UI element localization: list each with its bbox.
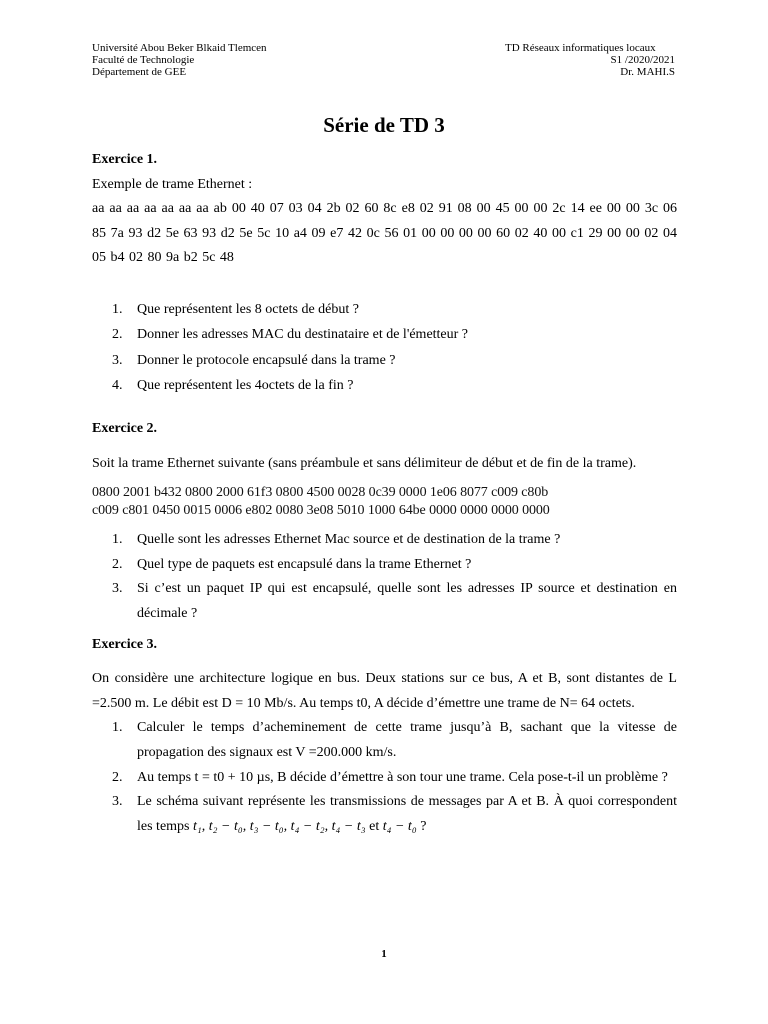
frame-line: c009 c801 0450 0015 0006 e802 0080 3e08 5010 1000 64be 0000 0000 0000 0000 [92,503,550,519]
list-item: 2. Donner les adresses MAC du destinataire et de l'émetteur ? [112,327,469,343]
exercise-2-intro: Soit la trame Ethernet suivante (sans préambule et sans délimiteur de début et de fin de la trame). [92,455,637,471]
list-item: 1. Quelle sont les adresses Ethernet Mac source et de destination de la trame ? [112,532,561,548]
teacher-name: Dr. MAHI.S [620,66,675,78]
frame-line: 0800 2001 b432 0800 2000 61f3 0800 4500 0028 0c39 0000 1e06 8077 c009 c80b [92,485,549,501]
page-number: 1 [381,948,387,960]
exercise-1-intro: Exemple de trame Ethernet : [92,176,253,192]
list-item: 3. Le schéma suivant représente les transmissions de messages par A et B. À quoi correspondent les temps t₁, t₂ − t₀, t₃ − t₀, t₄ − t₂, t₄ − t₃ et t₄ − t₀ ? [112,794,677,834]
list-item: 1. Que représentent les 8 octets de début ? [112,301,359,317]
list-item: 1. Calculer le temps d’acheminement de cette trame jusqu’à B, sachant que la vitesse de propagation des signaux est V =200.000 km/s. [112,720,677,760]
faculty-name: Faculté de Technologie [92,54,195,66]
header-right [505,42,675,78]
list-item: 3. Si c’est un paquet IP qui est encapsulé, quelle sont les adresses IP source et destination en décimale ? [112,581,677,621]
department-name: Département de GEE [92,66,187,78]
list-item: 3. Donner le protocole encapsulé dans la trame ? [112,352,396,368]
exercise-2-questions [92,528,677,626]
exercise-1-title: Exercice 1. [92,152,158,167]
math-expression: t₁, t₂ − t₀, t₃ − t₀, t₄ − t₂, t₄ − t₃ [193,818,366,834]
header-left [92,42,267,78]
list-item: 4. Que représentent les 4octets de la fin ? [112,378,354,394]
course-name: TD Réseaux informatiques locaux [505,42,656,54]
exercise-2-title: Exercice 2. [92,420,158,436]
exercise-3-title: Exercice 3. [92,636,158,652]
main-content [92,148,677,839]
page-title: Série de TD 3 [323,113,445,137]
exercise-3-questions [92,716,677,839]
list-item: 2. Au temps t = t0 + 10 µs, B décide d’émettre à son tour une trame. Cela pose-t-il un problème ? [112,769,668,785]
exercise-1-frame: aa aa aa aa aa aa aa ab 00 40 07 03 04 2b 02 60 8c e8 02 91 08 00 45 00 00 2c 14 ee 00 00 3c 06 85 7a 93 d2 5e 63 93 d2 5e 5c 10 a4 09 e7 42 0c 56 01 00 00 00 00 60 02 40 00 c1 29 00 00 02 04 05 b4 02 80 9a b2 5c 48 [92,201,677,266]
university-name: Université Abou Beker Blkaid Tlemcen [92,42,267,54]
exercise-2-frame [92,484,677,520]
semester: S1 /2020/2021 [610,54,675,66]
exercise-1-questions [92,297,677,399]
list-item: 2. Quel type de paquets est encapsulé dans la trame Ethernet ? [112,556,472,572]
math-expression: t₄ − t₀ [382,818,417,834]
exercise-3-intro: On considère une architecture logique en bus. Deux stations sur ce bus, A et B, sont distantes de L =2.500 m. Le débit est D = 10 Mb/s. Au temps t0, A décide d’émettre une trame de N= 64 octets. [92,671,677,711]
